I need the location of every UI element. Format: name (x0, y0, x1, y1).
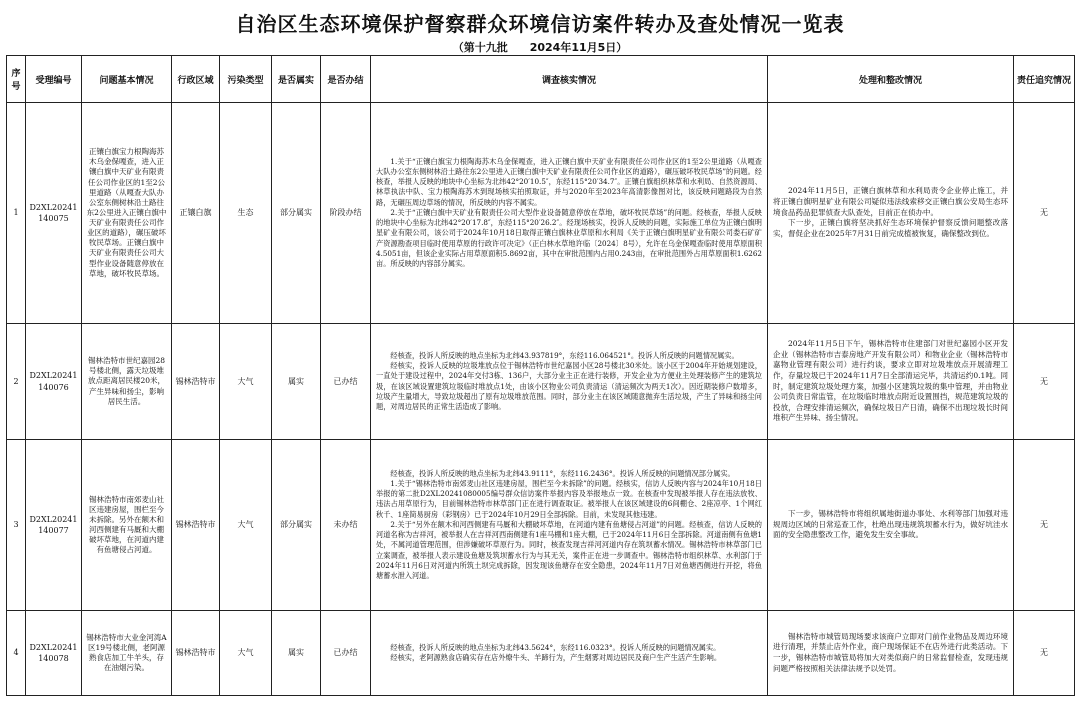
investigation-paragraph: 经核查，投诉人所反映的地点坐标为北纬43.5624°，东经116.0323°。投诉人所反映的问题情况属实。 (390, 642, 721, 652)
header-pollution: 污染类型 (220, 56, 272, 103)
header-region: 行政区域 (172, 56, 220, 103)
cell-verified: 属实 (272, 324, 321, 440)
cell-investigation (371, 440, 768, 611)
cell-region: 锡林浩特市 (172, 611, 220, 696)
handling-paragraph: 2024年11月5日下午，锡林浩特市住建部门对世纪嘉园小区开发企业（锡林浩特市吉泰房地产开发有限公司）和物业企业（锡林浩特市嘉物业管理有限公司）进行约谈，要求立即对垃圾堆放点开展清理工作，存量垃圾已于2024年11月7日全部清运完毕，共清运约0.1吨。同时，制定建筑垃圾处理方案，加强小区建筑垃圾的集中管理，并由物业公司负责日常监管，在垃圾临时堆放点附近设置围挡，规范建筑垃圾的投放，合理安排清运频次，确保垃圾日产日清，确保不出现垃圾长时间堆积产生异味、扬尘情况。 (773, 338, 1008, 423)
cell-region: 锡林浩特市 (172, 440, 220, 611)
cell-region: 正镶白旗 (172, 103, 220, 324)
header-investigation: 调查核实情况 (371, 56, 768, 103)
cell-summary: 锡林浩特市大业金河湾A区19号楼北侧，老阿源熟食店加工牛羊头，存在油烟污染。 (82, 611, 172, 696)
investigation-paragraph: 经核实，投诉人反映的垃圾堆放点位于锡林浩特市世纪嘉园小区28号楼北30米处。该小区于2004年开始规划建设，一直处于建设过程中，2024年交付3栋、136户，大部分业主正在进行装修，开发企业为方便业主处理装修产生的建筑垃圾，在该区域设置建筑垃圾临时堆放点1处，由该小区物业公司负责清运（清运频次为两天1次）。因近期装修户数增多，垃圾产生量增大，导致垃圾超出了原有垃圾堆放范围。同时，部分业主在该区域随意抛弃生活垃圾，产生了异味和扬尘问题，对周边居民的正常生活造成了影响。 (376, 361, 762, 411)
cell-handling (768, 324, 1014, 440)
investigation-paragraph: 经核查，投诉人所反映的地点坐标为北纬43.937819°，东经116.064521°。投诉人所反映的问题情况属实。 (390, 350, 739, 360)
cell-investigation (371, 324, 768, 440)
cell-verified: 属实 (272, 611, 321, 696)
case-table (6, 55, 1075, 696)
document-subtitle: （第十九批 2024年11月5日） (452, 41, 628, 54)
cell-closed: 已办结 (321, 611, 371, 696)
cell-seq: 3 (7, 440, 26, 611)
cell-closed: 未办结 (321, 440, 371, 611)
header-closed: 是否办结 (321, 56, 371, 103)
header-handling: 处理和整改情况 (768, 56, 1014, 103)
cell-pollution: 大气 (220, 440, 272, 611)
cell-region: 锡林浩特市 (172, 324, 220, 440)
cell-handling (768, 103, 1014, 324)
cell-closed: 阶段办结 (321, 103, 371, 324)
cell-case-no: D2XL20241140075 (26, 103, 82, 324)
cell-case-no: D2XL20241140076 (26, 324, 82, 440)
header-verified: 是否属实 (272, 56, 321, 103)
investigation-paragraph: 经核查，投诉人所反映的地点坐标为北纬43.9111°，东经116.2436°。投诉人所反映的问题情况部分属实。 (390, 468, 735, 478)
investigation-paragraph: 2.关于“正镶白旗中天矿业有限责任公司大型作业设备随意停放在草地，破坏牧民草场”的问题。经核查，举报人反映的地块中心坐标为北纬42°20′17.8″，东经115°20′26.2″。经现场核实，投诉人反映的问题，实际施工单位为正镶白旗明星矿业有限公司，该公司于2024年10月18日取得正镶白旗林业草原和水利局《关于正镶白旗明星矿业有限公司娄石矿矿产资源勘查项目临时使用草原的行政许可决定》（正白林水草地许临〔2024〕8号），允许在乌金保嘎查临时使用草原面积4.5051亩，但该企业实际占用草原面积5.8692亩，其中在审批范围内占用0.243亩，在审批范围外占用草原面积1.6262亩。所反映的内容部分属实。 (376, 207, 762, 268)
cell-closed: 已办结 (321, 324, 371, 440)
cell-pollution: 生态 (220, 103, 272, 324)
cell-accountability: 无 (1014, 324, 1075, 440)
header-accountability: 责任追究情况 (1014, 56, 1075, 103)
cell-handling (768, 440, 1014, 611)
table-header-row (7, 56, 1075, 103)
investigation-paragraph: 1.关于“锡林浩特市南郊麦山社区违建房屋，围栏至今未拆除”的问题。经核实，信访人反映内容与2024年10月18日举报的第二批D2XL20241080005编号群众信访案件举报内容及举报地点一致。在核查中发现被举报人存在违法放牧、违法占用草原行为，目前锡林浩特市林草部门正在进行调查取证。被举报人在该区域建设的6间棚仓、2座凉亭、1个网红秋千、1座简易厨房（彩钢房）已于2024年10月29日全部拆除。目前，未发现其他违建。 (376, 479, 762, 519)
table-row (7, 440, 1075, 611)
cell-summary: 锡林浩特市南郊麦山社区违建房屋，围栏至今未拆除。另外在额木和河西侧建有马厩和大棚破坏草地，在河道内建有鱼塘侵占河道。 (82, 440, 172, 611)
cell-accountability: 无 (1014, 611, 1075, 696)
cell-seq: 4 (7, 611, 26, 696)
header-case-no: 受理编号 (26, 56, 82, 103)
handling-paragraph: 下一步，锡林浩特市将组织属地街道办事处、水利等部门加强对违规周边区域的日常巡查工作，杜绝出现违规筑坝蓄水行为，做好坑洼水面的安全隐患整改工作，避免发生安全事故。 (773, 509, 1008, 540)
table-row (7, 324, 1075, 440)
handling-paragraph: 下一步，正镶白旗将坚决抓好生态环境保护督察反馈问题整改落实，督促企业在2025年7月31日前完成植被恢复，确保整改到位。 (773, 218, 1008, 238)
table-row (7, 611, 1075, 696)
investigation-paragraph: 1.关于“正镶白旗宝力根陶海苏木乌金保嘎查，进入正镶白旗中天矿业有限责任公司作业区的1至2公里道路（从嘎查大队办公室东侧树林沿土路往东2公里进入正镶白旗中天矿业有限责任公司作业区的道路），碾压破坏牧民草场”的问题。经核查，举报人反映的地块中心坐标为北纬42°20′10.5″，东经115°20′34.7″。正镶白旗组织林草和水利局、自然资源局、林草执法中队、宝力根陶海苏木到现场核实拍照取证，并与2020年至2023年高清影像图对比，该反映问题路段为自然路，无碾压周边草场的情况，所反映的内容不属实。 (376, 156, 762, 207)
handling-paragraph: 锡林浩特市城管局现场要求该商户立即对门前作业物品及周边环境进行清理，并禁止店外作业，商户现场保证不在店外进行此类活动。下一步，锡林浩特市城管局将加大对类似商户的日常监督检查，发现违规问题严格按照相关法律法规予以处罚。 (773, 631, 1008, 673)
cell-verified: 部分属实 (272, 440, 321, 611)
investigation-paragraph: 2.关于“另外在额木和河西侧建有马厩和大棚破坏草地，在河道内建有鱼塘侵占河道”的问题。经核查，信访人反映的河道名称为吉祥河，被举报人在吉祥河西南侧建有1座马棚和1座大棚，已于2024年11月6日全部拆除。河道南侧有鱼塘1处，不属河道管理范围，但涉嫌破坏草原行为。同时，核查发现吉祥河河道内存在筑坝蓄水情况。锡林浩特市林草部门已立案调查，被举报人表示建设鱼塘及筑坝蓄水行为与其无关，案件正在进一步调查中。锡林浩特市组织林草、水利部门于2024年11月6日对河道内所筑土坝完成拆除，因发现该鱼塘存在安全隐患，2024年11月7日对鱼塘西侧进行开挖，将鱼塘蓄水泄入河道。 (376, 519, 762, 580)
cell-seq: 1 (7, 103, 26, 324)
cell-investigation (371, 611, 768, 696)
cell-seq: 2 (7, 324, 26, 440)
cell-case-no: D2XL20241140078 (26, 611, 82, 696)
cell-summary: 锡林浩特市世纪嘉园28号楼北侧，露天垃圾堆放点距离居民楼20米，产生异味和扬尘，影响居民生活。 (82, 324, 172, 440)
header-summary: 问题基本情况 (82, 56, 172, 103)
table-row (7, 103, 1075, 324)
cell-summary: 正镶白旗宝力根陶海苏木乌金保嘎查，进入正镶白旗中天矿业有限责任公司作业区的1至2公里道路（从嘎查大队办公室东侧树林沿土路往东2公里进入正镶白旗中天矿业有限责任公司作业区的道路），碾压破坏牧民草场。正镶白旗中天矿业有限责任公司大型作业设备随意停放在草地，破坏牧民草场。 (82, 103, 172, 324)
cell-accountability: 无 (1014, 440, 1075, 611)
cell-handling (768, 611, 1014, 696)
investigation-paragraph: 经核实，老阿源熟食店确实存在店外燎牛头、羊蹄行为，产生烟雾对周边居民及商户生产生活产生影响。 (390, 653, 722, 662)
cell-accountability: 无 (1014, 103, 1075, 324)
document-title: 自治区生态环境保护督察群众环境信访案件转办及查处情况一览表 (235, 12, 845, 36)
handling-paragraph: 2024年11月5日，正镶白旗林草和水利局责令企业停止施工，并将正镶白旗明星矿业有限公司疑似违法线索移交正镶白旗公安局生态环境食品药品犯罪侦查大队查处，目前正在侦办中。 (773, 186, 1008, 217)
cell-pollution: 大气 (220, 324, 272, 440)
header-seq: 序号 (7, 56, 26, 103)
cell-investigation (371, 103, 768, 324)
cell-verified: 部分属实 (272, 103, 321, 324)
cell-pollution: 大气 (220, 611, 272, 696)
cell-case-no: D2XL20241140077 (26, 440, 82, 611)
